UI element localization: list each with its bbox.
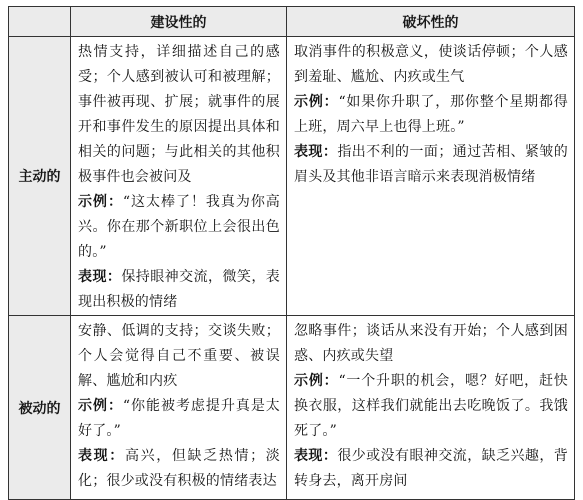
expression-line	[294, 444, 568, 494]
example-label: 示例：	[78, 194, 123, 210]
example-line	[294, 369, 568, 444]
row-label-passive: 被动的	[9, 316, 71, 500]
example-text: “你能被考虑提升真是太好了。”	[78, 398, 280, 439]
example-line	[78, 394, 280, 444]
expression-text: 很少或没有眼神交流，缺乏兴趣，背转身去，离开房间	[294, 448, 569, 489]
example-line	[78, 190, 280, 265]
row-label-active: 主动的	[9, 37, 71, 316]
cell-text: 热情支持，详细描述自己的感受；个人感到被认可和被理解；事件被再现、扩展；就事件的展开和事件发生的原因提出具体和相关的问题；与此相关的其他积极事件也会被问及	[78, 44, 280, 185]
cell-passive-destructive	[287, 316, 575, 500]
expression-line	[78, 265, 280, 315]
cell-active-destructive	[287, 37, 575, 316]
cell-text: 忽略事件；谈话从来没有开始；个人感到困惑、内疚或失望	[294, 323, 568, 364]
expression-line	[294, 140, 568, 190]
table-row-passive	[9, 316, 575, 500]
table	[8, 6, 575, 500]
cell-passive-constructive	[71, 316, 287, 500]
expression-label: 表现：	[78, 448, 125, 464]
expression-text: 高兴，但缺乏热情；淡化；很少或没有积极的情绪表达	[78, 448, 280, 489]
expression-text: 保持眼神交流，微笑，表现出积极的情绪	[78, 269, 280, 310]
expression-label: 表现：	[294, 144, 338, 160]
response-style-table	[8, 6, 574, 489]
example-label: 示例：	[78, 398, 123, 414]
cell-text: 取消事件的积极意义，使谈话停顿；个人感到羞耻、尴尬、内疚或生气	[294, 44, 568, 85]
example-label: 示例：	[294, 94, 339, 110]
example-text: “这太棒了！我真为你高兴。你在那个新职位上会很出色的。”	[78, 194, 280, 260]
expression-label: 表现：	[294, 448, 338, 464]
example-label: 示例：	[294, 373, 339, 389]
cell-text: 安静、低调的支持；交谈失败；个人会觉得自己不重要、被误解、尴尬和内疚	[78, 323, 280, 389]
header-corner	[9, 7, 71, 37]
header-constructive: 建设性的	[71, 7, 287, 37]
expression-text: 指出不利的一面；通过苦相、紧皱的眉头及其他非语言暗示来表现消极情绪	[294, 144, 569, 185]
example-text: “一个升职的机会，嗯？好吧，赶快换衣服，这样我们就能出去吃晚饭了。我饿死了。”	[294, 373, 569, 439]
expression-label: 表现：	[78, 269, 122, 285]
example-text: “如果你升职了，那你整个星期都得上班，周六早上也得上班。”	[294, 94, 569, 135]
header-destructive: 破坏性的	[287, 7, 575, 37]
expression-line	[78, 444, 280, 494]
table-row-active	[9, 37, 575, 316]
table-header-row	[9, 7, 575, 37]
cell-active-constructive	[71, 37, 287, 316]
example-line	[294, 90, 568, 140]
